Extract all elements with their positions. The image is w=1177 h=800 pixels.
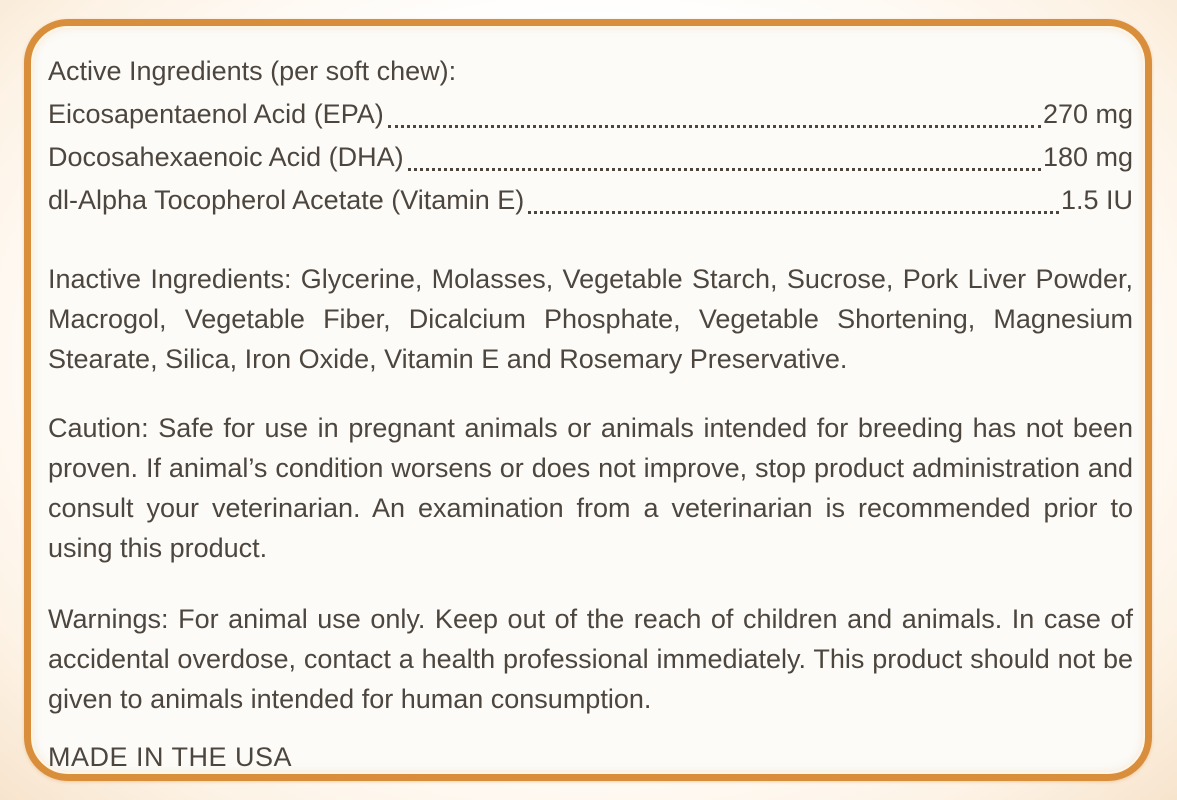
ingredient-value-epa: 270 mg bbox=[1042, 99, 1133, 129]
caution-paragraph: Caution: Safe for use in pregnant animals or animals intended for breeding has not been proven. If animal’s condition worsens or does not improve, stop product administration and consult your veterinarian. An examination from a veterinarian is recommended prior to using this product. bbox=[48, 413, 1133, 563]
ingredient-value-vitamin-e: 1.5 IU bbox=[1060, 185, 1133, 215]
ingredients-label-panel bbox=[24, 19, 1152, 781]
inactive-ingredients-paragraph: Inactive Ingredients: Glycerine, Molasses, Vegetable Starch, Sucrose, Pork Liver Powder, Macrogol, Vegetable Fiber, Dicalcium Phosphate, Vegetable Shortening, Magnesium Stearate, Silica, Iron Oxide, Vitamin E and Rosemary Preservative. bbox=[48, 264, 1133, 374]
dot-leader bbox=[388, 125, 1041, 128]
ingredient-value-dha: 180 mg bbox=[1042, 142, 1133, 172]
active-ingredient-row-vitamin-e bbox=[48, 179, 1133, 222]
ingredient-name-epa: Eicosapentaenol Acid (EPA) bbox=[48, 99, 384, 129]
dot-leader bbox=[408, 168, 1041, 171]
active-ingredients-heading: Active Ingredients (per soft chew): bbox=[48, 56, 457, 86]
active-ingredient-row-dha bbox=[48, 136, 1133, 179]
made-in-usa-text: MADE IN THE USA bbox=[48, 742, 293, 772]
dot-leader bbox=[528, 211, 1059, 214]
ingredient-name-vitamin-e: dl-Alpha Tocopherol Acetate (Vitamin E) bbox=[48, 185, 525, 215]
active-ingredients-section bbox=[48, 50, 1133, 222]
warnings-paragraph: Warnings: For animal use only. Keep out of the reach of children and animals. In case of accidental overdose, contact a health professional immediately. This product should not be given to animals intended for human consumption. bbox=[48, 604, 1133, 714]
ingredient-name-dha: Docosahexaenoic Acid (DHA) bbox=[48, 142, 404, 172]
active-ingredient-row-epa bbox=[48, 93, 1133, 136]
